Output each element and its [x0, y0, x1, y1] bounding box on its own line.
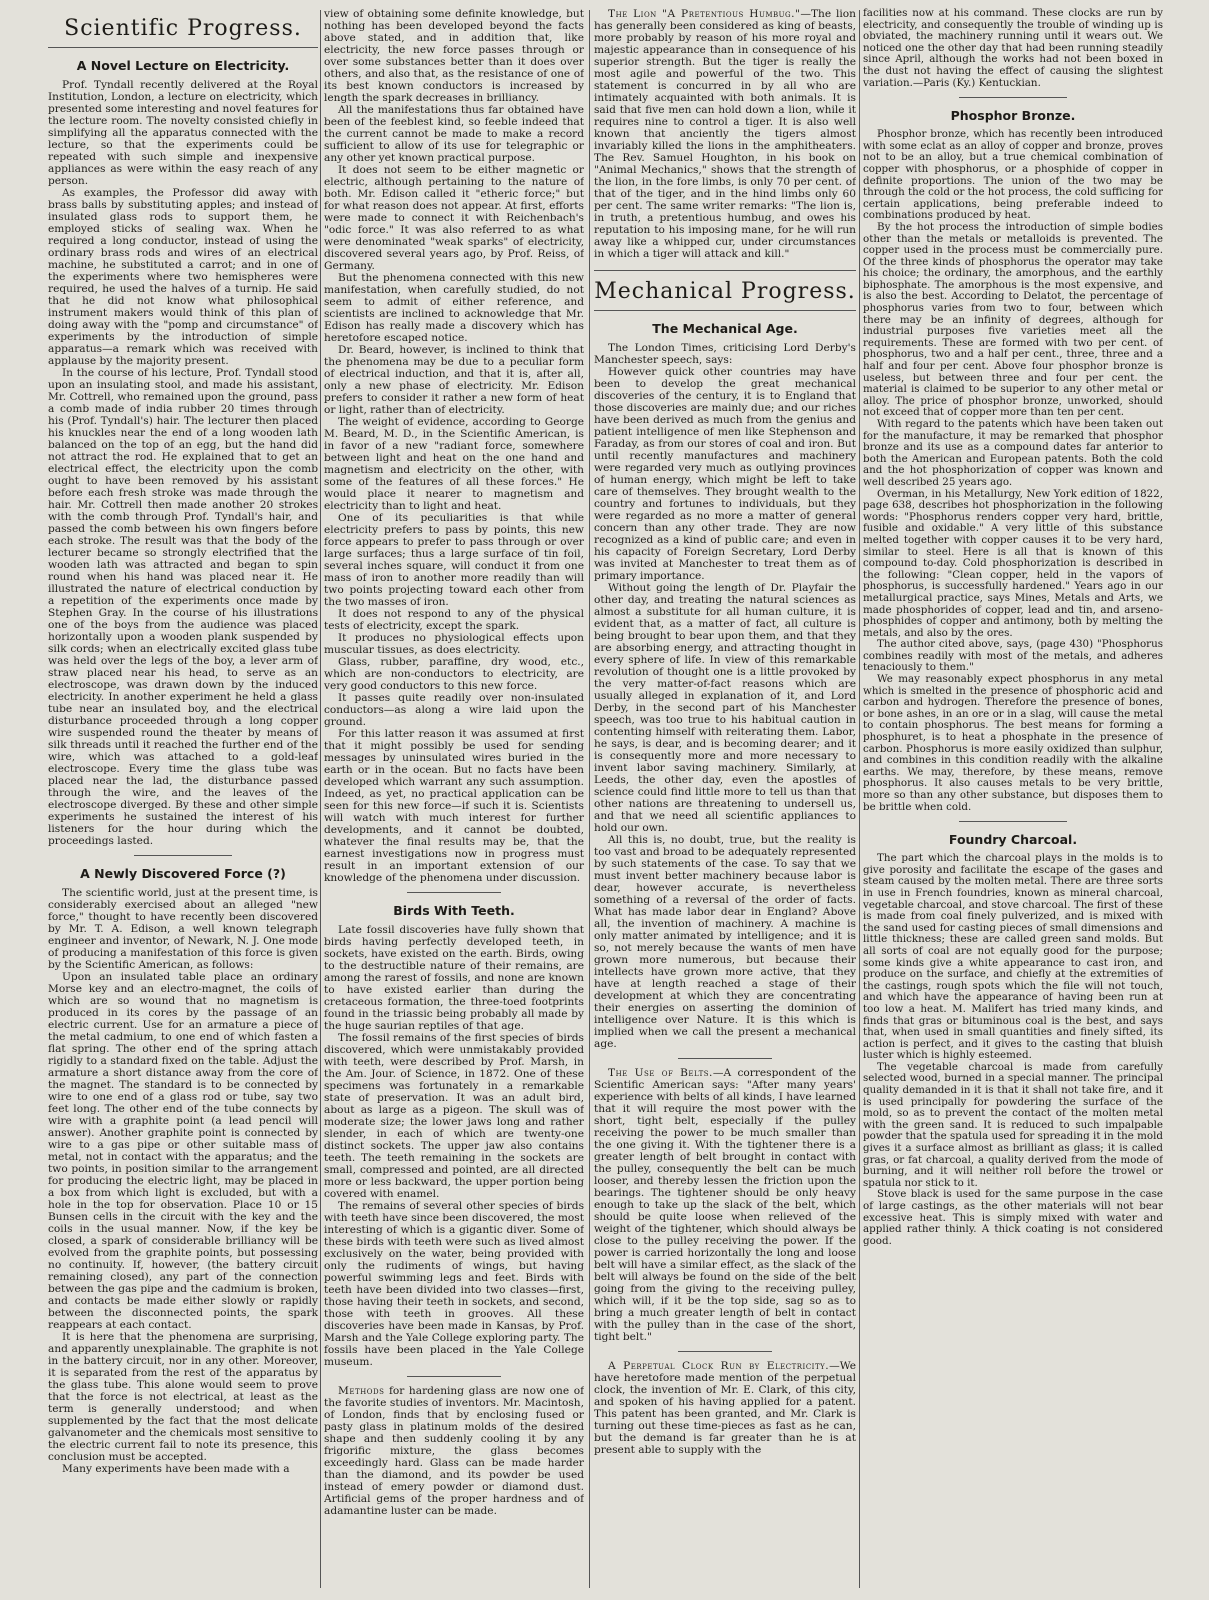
paragraph: In the course of his lecture, Prof. Tyndall stood upon an insulating stool, and made his assistant, Mr. Cottrell, who remained upon the ground, pass a comb made of india rubber 20 times through his (Prof. Tyndall's) hair. The lecturer then placed his knuckles near the end of a long wooden lath balanced on the top of an egg, but the hand did not attract the rod. He explained that to get an electrical effect, the electricity upon the comb ought to have been removed by his assistant before each fresh stroke was made through the hair. Mr. Cottrell then made another 20 strokes with the comb through Prof. Tyndall's hair, and passed the comb between his own fingers before each stroke. The result was that the body of the lecturer became so strongly electrified that the wooden lath was attracted and began to spin round when his hand was placed near it. He illustrated the nature of electrical conduction by a repetition of the experiments once made by Stephen Gray. In the course of his illustrations one of the boys from the audience was placed horizontally upon a wooden plank suspended by silk cords; when an electrically excited glass tube was held over the legs of the boy, a lever arm of straw placed near his head, to serve as an electroscope, was drawn down by the induced electricity. In another experiment he held a glass tube near an insulated boy, and the electrical disturbance proceeded through a long copper wire suspended round the theater by means of silk threads until it reached the further end of the wire, which was attached to a gold-leaf electroscope. Every time the glass tube was placed near the lad, the disturbance passed through the wire, and the leaves of the electroscope diverged. By these and other simple experiments he sustained the interest of his listeners for the hour during which the proceedings lasted. [48, 367, 318, 847]
paragraph: All this is, no doubt, true, but the reality is too vast and broad to be adequately represented by such statements of the case. To say that we must invent better machinery because labor is dear, however accurate, is nevertheless something of a reversal of the order of facts. What has made labor dear in England? Above all, the invention of machinery. A machine is only matter animated by intelligence; and it is so, not merely because the wants of men have grown more numerous, but because their intellects have grown more active, that they have at length reached a stage of their development at which they are concentrating their energies on asserting the dominion of intelligence over Nature. It is this which is implied when we call the present a mechanical age. [594, 834, 856, 1050]
divider [407, 1376, 501, 1377]
divider [959, 821, 1067, 822]
divider [134, 855, 231, 856]
article-title-novel-lecture: A Novel Lecture on Electricity. [76, 58, 290, 73]
paragraph-belts [594, 1067, 856, 1343]
paragraph: It does not seem to be either magnetic or electric, although pertaining to the nature of both. Mr. Edison called it "etheric force;" but for what reason does not appear. At first, efforts were made to connect it with Reichenbach's "odic force." It was also referred to as what were denominated "weak sparks" of electricity, discovered several years ago, by Prof. Reiss, of Germany. [324, 164, 584, 272]
column-4 [863, 8, 1163, 1590]
column-rule [859, 10, 860, 1588]
divider [678, 1058, 772, 1059]
column-1 [48, 8, 318, 1590]
paragraph: Glass, rubber, paraffine, dry wood, etc., which are non-conductors to electricity, are very good conductors to this new force. [324, 656, 584, 692]
paragraph: The remains of several other species of birds with teeth have since been discovered, the most interesting of which is a gigantic diver. Some of these birds with teeth were such as lived almost exclusively on the water, being provided with only the rudiments of wings, but having powerful swimming legs and feet. Birds with teeth have been divided into two classes—first, those having their teeth in sockets, and second, those with teeth in grooves. All these discoveries have been made in Kansas, by Prof. Marsh and the Yale College exploring party. The fossils have been placed in the Yale College museum. [324, 1200, 584, 1368]
section-header-scientific-progress: Scientific Progress. [48, 8, 318, 48]
paragraph-glass [324, 1385, 584, 1517]
paragraph: With regard to the patents which have been taken out for the manufacture, it may be remarked that phosphor bronze and its use as a compound dates far anterior to both the American and European patents. Both the cold and the hot phosphorization of copper was known and well described 25 years ago. [863, 418, 1163, 488]
paragraph: Overman, in his Metallurgy, New York edition of 1822, page 638, describes hot phosphorization in the following words: "Phosphorus renders copper very hard, brittle, fusible and oxidable." A very little of this substance melted together with copper causes it to be very hard, similar to steel. Here is all that is known of this compound to-day. Cold phosphorization is described in the following: "Clean copper, held in the vapors of phosphorus, is successfully hardened." Years ago in our metallurgical practice, says Mines, Metals and Arts, we made phosphorides of copper, lead and tin, and arseno-phosphides of copper and antimony, both by melting the metals, and also by the ores. [863, 487, 1163, 639]
paragraph: It is here that the phenomena are surprising, and apparently unexplainable. The graphite is not in the battery circuit, nor in any other. Moreover, it is separated from the rest of the apparatus by the glass tube. This alone would seem to prove that the force is not electrical, at least as the term is generally understood; and when supplemented by the fact that the most delicate galvanometer and the chemicals most sensitive to the electric current fail to note its presence, this conclusion must be accepted. [48, 1331, 318, 1463]
runin-heading: The Use of Belts. [608, 1067, 713, 1079]
paragraph: view of obtaining some definite knowledge, but nothing has been developed beyond the facts above stated, and in addition that, like electricity, the new force passes through or over some substances better than it does over others, and also that, as the resistance of one of its best known conductors is increased by length the spark decreases in brilliancy. [324, 8, 584, 104]
paragraph: Stove black is used for the same purpose in the case of large castings, as the other materials will not bear excessive heat. This is simply mixed with water and applied rather thinly. A thick coating is not considered good. [863, 1188, 1163, 1247]
article-title-phosphor-bronze: Phosphor Bronze. [950, 108, 1076, 124]
article-title-new-force: A Newly Discovered Force (?) [80, 866, 286, 881]
paragraph: It produces no physiological effects upon muscular tissues, as does electricity. [324, 632, 584, 656]
column-rule [589, 10, 590, 1588]
paragraph: Dr. Beard, however, is inclined to think that the phenomena may be due to a peculiar form of electrical induction, and that it is, after all, only a new phase of electricity. Mr. Edison prefers to consider it rather a new form of heat or light, rather than of electricity. [324, 344, 584, 416]
paragraph: facilities now at his command. These clocks are run by electricity, and consequently the trouble of winding up is obviated, the machinery running until it wears out. We noticed one the other day that had been running steadily since April, although the works had not been boxed in the dust not having the effect of causing the slightest variation.—Paris (Ky.) Kentuckian. [863, 8, 1163, 89]
paragraph: Upon an insulated table place an ordinary Morse key and an electro-magnet, the coils of which are so wound that no magnetism is produced in its cores by the passage of an electric current. Use for an armature a piece of the metal cadmium, to one end of which fasten a flat spring. The other end of the spring attach rigidly to a standard fixed on the table. Adjust the armature a short distance away from the core of the magnet. The standard is to be connected by wire to one end of a glass rod or tube, say two feet long. The other end of the tube connects by wire with a graphite point (a lead pencil will answer). Another graphite point is connected by wire to a gas pipe or other suitable mass of metal, not in contact with the apparatus; and the two points, in position similar to the arrangement for producing the electric light, may be placed in a box from which light is excluded, but with a hole in the top for observation. Place 10 or 15 Bunsen cells in the circuit with the key and the coils in the usual manner. Now, if the key be closed, a spark of considerable brilliancy will be evolved from the graphite points, but possessing no continuity. If, however, (the battery circuit remaining closed), any part of the connection between the gas pipe and the cadmium is broken, and contacts be made either slowly or rapidly between the disconnected points, the spark reappears at each contact. [48, 971, 318, 1331]
runin-heading: Methods [338, 1385, 385, 1397]
divider [407, 892, 501, 893]
paragraph-clock [594, 1360, 856, 1456]
article-title-mechanical-age: The Mechanical Age. [652, 321, 798, 336]
paragraph: By the hot process the introduction of simple bodies other than the metals or metalloids is prevented. The copper used in the process must be commercially pure. Of the three kinds of phosphorus the operator may take his choice; the ordinary, the amorphous, and the earthly biphosphate. The amorphous is the most expensive, and is also the best. According to Delatot, the percentage of phosphorus varies from two to four, between which there may be an infinity of degrees, although for industrial purposes five varieties meet all the requirements. These are formed with two per cent. of phosphorus, two and a half per cent., three, three and a half and four per cent. Above four phosphor bronze is useless, but between three and four per cent. the material is claimed to be superior to any other metal or alloy. The price of phosphor bronze, unworked, should not exceed that of copper more than ten per cent. [863, 220, 1163, 419]
paragraph: The scientific world, just at the present time, is considerably exercised about an alleged "new force," thought to have recently been discovered by Mr. T. A. Edison, a well known telegraph engineer and inventor, of Newark, N. J. One mode of producing a manifestation of this force is given by the Scientific American, as follows: [48, 887, 318, 971]
paragraph: The London Times, criticising Lord Derby's Manchester speech, says: [594, 342, 856, 366]
section-header-mechanical-progress: Mechanical Progress. [594, 270, 856, 311]
runin-heading: A Perpetual Clock Run by Electricity. [608, 1360, 830, 1372]
runin-heading: The Lion "A Pretentious Humbug." [608, 8, 801, 20]
paragraph: The vegetable charcoal is made from carefully selected wood, burned in a special manner. The principal quality demanded in it is that it shall not take fire, and it is used principally for powdering the surface of the mold, so as to prevent the contact of the molten metal with the green sand. It is reduced to such impalpable powder that the spatula used for spreading it in the mold gives it a surface almost as brilliant as glass; it is called gras, or fat charcoal, a quality derived from the mode of burning, and it will neither roll before the trowel or spatula nor stick to it. [863, 1060, 1163, 1189]
paragraph: The fossil remains of the first species of birds discovered, which were unmistakably provided with teeth, were described by Prof. Marsh, in the Am. Jour. of Science, in 1872. One of these specimens was fortunately in a remarkable state of preservation. It was an adult bird, about as large as a pigeon. The skull was of moderate size; the lower jaws long and rather slender, in each of which are twenty-one distinct sockets. The upper jaw also contains teeth. The teeth remaining in the sockets are small, compressed and pointed, are all directed more or less backward, the upper portion being covered with enamel. [324, 1032, 584, 1200]
divider [678, 1351, 772, 1352]
paragraph: The part which the charcoal plays in the molds is to give porosity and facilitate the escape of the gases and steam caused by the molten metal. There are three sorts in use in French foundries, known as mineral charcoal, vegetable charcoal, and stove charcoal. The first of these is made from coal finely pulverized, and is mixed with the sand used for casting pieces of small dimensions and little thickness; these are called green sand molds. But all sorts of coal are not equally good for the purpose; some kinds give a white appearance to cast iron, and produce on the surface, and chiefly at the extremities of the castings, rough spots which the file will not touch, and which have the appearance of having been run at too low a heat. M. Malifert has tried many kinds, and finds that gras or bituminous coal is the best, and says that, when used in small quantities and finely sifted, its action is perfect, and it gives to the casting that bluish luster which is highly esteemed. [863, 852, 1163, 1062]
paragraph: The weight of evidence, according to George M. Beard, M. D., in the Scientific American, is in favor of a new "radiant force, somewhere between light and heat on the one hand and magnetism and electricity on the other, with some of the features of all these forces." He would place it nearer to magnetism and electricity than to light and heat. [324, 416, 584, 512]
column-3 [594, 8, 856, 1590]
article-title-birds-with-teeth: Birds With Teeth. [393, 903, 515, 918]
paragraph: But the phenomena connected with this new manifestation, when carefully studied, do not seem to admit of either reference, and scientists are inclined to acknowledge that Mr. Edison has really made a discovery which has heretofore escaped notice. [324, 272, 584, 344]
paragraph: It does not respond to any of the physical tests of electricity, except the spark. [324, 608, 584, 632]
paragraph: All the manifestations thus far obtained have been of the feeblest kind, so feeble indeed that the current cannot be made to make a record sufficient to allow of its use for telegraphic or any other yet known practical purpose. [324, 104, 584, 164]
paragraph: For this latter reason it was assumed at first that it might possibly be used for sending messages by uninsulated wires buried in the earth or in the ocean. But no facts have been developed which warrant any such assumption. Indeed, as yet, no practical application can be seen for this new force—if such it is. Scientists will watch with much interest for further developments, and it cannot be doubted, whatever the final results may be, that the earnest investigations now in progress must result in an important extension of our knowledge of the phenomena under discussion. [324, 728, 584, 884]
column-2 [324, 8, 584, 1590]
paragraph: One of its peculiarities is that while electricity prefers to pass by points, this new force appears to prefer to pass through or over large surfaces; thus a large surface of tin foil, several inches square, will conduct it from one mass of iron to another more readily than will two points projecting toward each other from the two masses of iron. [324, 512, 584, 608]
paragraph-text: —The lion has generally been considered as king of beasts, more probably by reason of his more royal and majestic appearance than in consequence of his superior strength. But the tiger is really the most agile and powerful of the two. This statement is concurred in by all who are intimately acquainted with both animals. It is said that five men can hold down a lion, while it requires nine to control a tiger. It is also well known that anciently the tigers almost invariably killed the lions in the amphitheaters. The Rev. Samuel Houghton, in his book on "Animal Mechanics," shows that the strength of the lion, in the fore limbs, is only 70 per cent. of that of the tiger, and in the hind limbs only 60 per cent. The same writer remarks: "The lion is, in truth, a pretentious humbug, and owes his reputation to his imposing mane, for he will run away like a whipped cur, under circumstances in which a tiger will attack and kill." [594, 8, 856, 260]
paragraph: However quick other countries may have been to develop the great mechanical discoveries of the century, it is to England that those discoveries are mainly due; and our riches have been derived as much from the genius and patient intelligence of men like Stephenson and Faraday, as from our stores of coal and iron. But until recently manufactures and machinery were regarded very much as outlying provinces of human energy, which might be left to take care of themselves. They brought wealth to the country and fortunes to individuals, but they were regarded as no more a matter of general concern than any other trade. They are now recognized as a kind of public care; and even in his capacity of Foreign Secretary, Lord Derby was invited at Manchester to treat them as of primary importance. [594, 366, 856, 582]
column-rule [320, 10, 321, 1588]
paragraph: Many experiments have been made with a [62, 1463, 290, 1475]
paragraph: We may reasonably expect phosphorus in any metal which is smelted in the presence of phosphoric acid and carbon and hydrogen. Therefore the presence of bones, or bone ashes, in an ore or in a slag, will cause the metal to contain phosphorus. The best means for forming a phosphuret, is to heat a phosphate in the presence of carbon. Phosphorus is more easily oxidized than sulphur, and combines in this condition readily with the alkaline earths. We may, therefore, by these means, remove phosphorus. It also causes metals to be very brittle, more so than any other substance, but disposes them to be brittle when cold. [863, 673, 1163, 813]
paragraph: The author cited above, says, (page 430) "Phosphorus combines readily with most of the metals, and adheres tenaciously to them." [863, 638, 1163, 674]
paragraph: Without going the length of Dr. Playfair the other day, and treating the natural sciences as almost a substitute for all human culture, it is evident that, as a matter of fact, all culture is being brought to bear upon them, and that they are absorbing energy, and attracting thought in every sphere of life. In view of this remarkable revolution of thought one is a little provoked by the very matter-of-fact reasons which are usually alleged in explanation of it, and Lord Derby, in the second part of his Manchester speech, was too true to his habitual caution in contenting himself with reiterating them. Labor, he says, is dear, and is becoming dearer; and it is consequently more and more necessary to invent labor saving machinery. Similarly, at Leeds, the other day, even the apostles of science could find little more to tell us than that other nations are threatening to undersell us, and that we need all scientific appliances to hold our own. [594, 582, 856, 834]
paragraph-text: —We have heretofore made mention of the perpetual clock, the invention of Mr. E. Clark, of this city, and spoken of his having applied for a patent. This patent has been granted, and Mr. Clark is turning out these time-pieces as fast as he can, but the demand is far greater than he is at present able to supply with the [594, 1360, 856, 1456]
paragraph-text: for hardening glass are now one of the favorite studies of inventors. Mr. Macintosh, of London, finds that by enclosing fused or pasty glass in platinum molds of the desired shape and then suddenly cooling it by any frigorific mixture, the glass becomes exceedingly hard. Glass can be made harder than the diamond, and its powder be used instead of emery powder or diamond dust. Artificial gems of the proper hardness and of adamantine luster can be made. [324, 1385, 584, 1517]
paragraph: Prof. Tyndall recently delivered at the Royal Institution, London, a lecture on electricity, which presented some interesting and novel features for the lecture room. The novelty consisted chiefly in simplifying all the apparatus connected with the lecture, so that the experiments could be repeated with such simple and inexpensive appliances as were within the easy reach of any person. [48, 79, 318, 187]
paragraph-text: —A correspondent of the Scientific American says: "After many years' experience with belts of all kinds, I have learned that it will require the most power with the short, tight belt, especially if the pulley receiving the power to be much smaller than the one giving it. With the tightener there is a greater length of belt brought in contact with the pulley, consequently the belt can be much looser, and thereby lessen the friction upon the bearings. The tightener should be only heavy enough to take up the slack of the belt, which should be quite loose when relieved of the weight of the tightener, which should always be close to the pulley receiving the power. If the power is carried horizontally the long and loose belt will have a similar effect, as the slack of the belt will always be found on the side of the belt going from the giving to the receiving pulley, which will, if it be the top side, sag so as to bring a much greater length of belt in contact with the pulley than in the case of the short, tight belt." [594, 1067, 856, 1343]
paragraph: Late fossil discoveries have fully shown that birds having perfectly developed teeth, in sockets, have existed on the earth. Birds, owing to the destructible nature of their remains, are among the rarest of fossils, and none are known to have existed earlier than during the cretaceous formation, the three-toed footprints found in the triassic being probably all made by the huge saurian reptiles of that age. [324, 924, 584, 1032]
paragraph: It passes quite readily over non-insulated conductors—as along a wire laid upon the ground. [324, 692, 584, 728]
paragraph: Phosphor bronze, which has recently been introduced with some eclat as an alloy of copper and bronze, proves not to be an alloy, but a true chemical combination of copper with phosphorus, or a phosphide of copper in definite proportions. The union of the two may be through the cold or the hot process, the cold sufficing for certain applications, being preferable indeed to combinations produced by heat. [863, 128, 1163, 222]
paragraph-lion [594, 8, 856, 260]
divider [959, 97, 1067, 98]
paragraph: As examples, the Professor did away with brass balls by substituting apples; and instead of insulated glass rods to support them, he employed sticks of sealing wax. When he required a long conductor, instead of using the ordinary brass rods and wires of an electrical machine, he substituted a carrot; and in one of the experiments where two hemispheres were required, he used the halves of a turnip. He said that he did not know what philosophical instrument makers would think of this plan of doing away with the "pomp and circumstance" of experiments by the introduction of simple apparatus—a remark which was received with applause by the majority present. [48, 187, 318, 367]
article-title-foundry-charcoal: Foundry Charcoal. [948, 832, 1078, 848]
